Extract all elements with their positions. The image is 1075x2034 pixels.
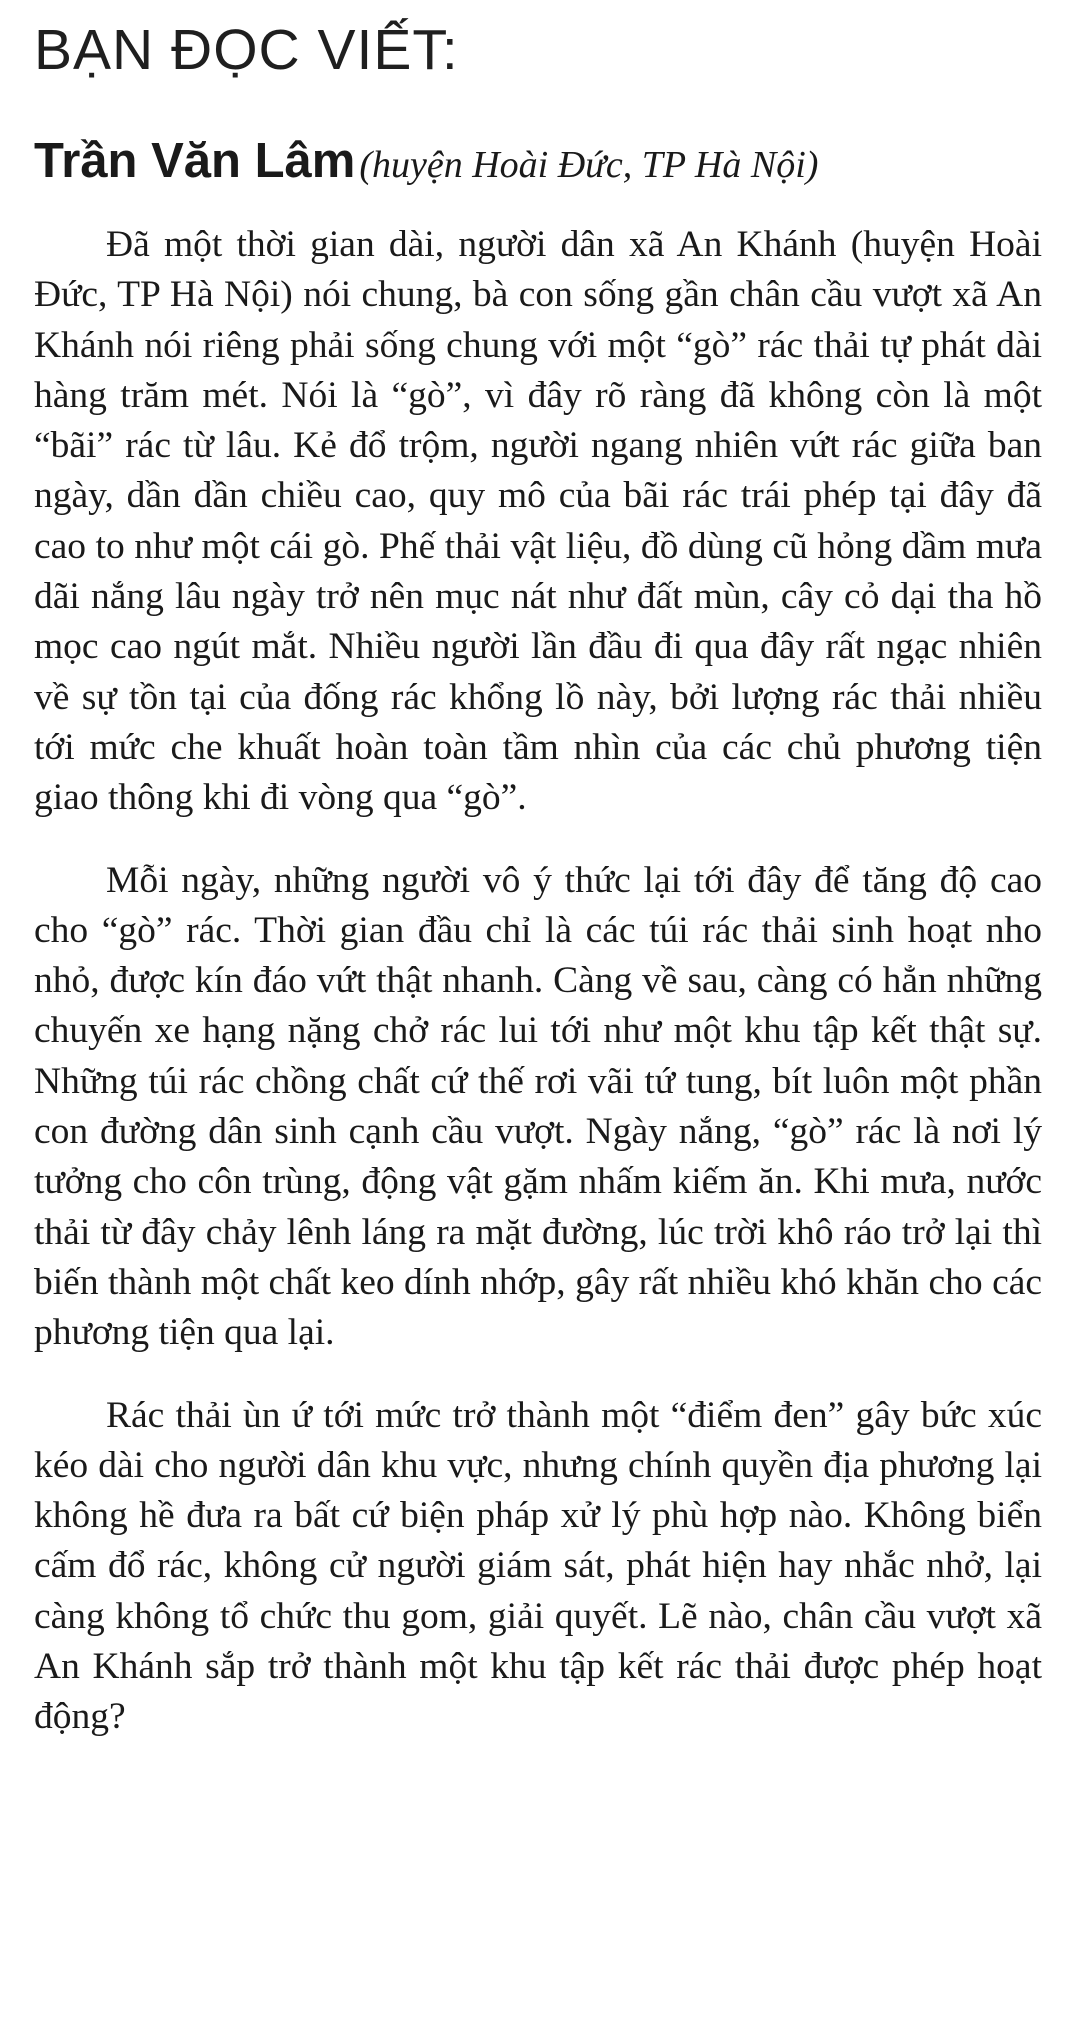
section-label: BẠN ĐỌC VIẾT: (34, 18, 459, 82)
author-name: Trần Văn Lâm (34, 134, 356, 188)
paragraph-3: Rác thải ùn ứ tới mức trở thành một “điểm đen” gây bức xúc kéo dài cho người dân khu vực, nhưng chính quyền địa phương lại không hề đưa ra bất cứ biện pháp xử lý phù hợp nào. Không biển cấm đổ rác, không cử người giám sát, phát hiện hay nhắc nhở, lại càng không tổ chức thu gom, giải quyết. Lẽ nào, chân cầu vượt xã An Khánh sắp trở thành một khu tập kết rác thải được phép hoạt động? (34, 1394, 1042, 1738)
byline (34, 128, 1042, 194)
article-page (34, 0, 1042, 1743)
author-location: (huyện Hoài Đức, TP Hà Nội) (359, 144, 819, 186)
paragraph-1: Đã một thời gian dài, người dân xã An Khánh (huyện Hoài Đức, TP Hà Nội) nói chung, bà con sống gần chân cầu vượt xã An Khánh nói riêng phải sống chung với một “gò” rác thải tự phát dài hàng trăm mét. Nói là “gò”, vì đây rõ ràng đã không còn là một “bãi” rác từ lâu. Kẻ đổ trộm, người ngang nhiên vứt rác giữa ban ngày, dần dần chiều cao, quy mô của bãi rác trái phép tại đây đã cao to như một cái gò. Phế thải vật liệu, đồ dùng cũ hỏng dầm mưa dãi nắng lâu ngày trở nên mục nát như đất mùn, cây cỏ dại tha hồ mọc cao ngút mắt. Nhiều người lần đầu đi qua đây rất ngạc nhiên về sự tồn tại của đống rác khổng lồ này, bởi lượng rác thải nhiều tới mức che khuất hoàn toàn tầm nhìn của các chủ phương tiện giao thông khi đi vòng qua “gò”. (34, 224, 1042, 819)
article-body (34, 220, 1042, 1743)
paragraph-2: Mỗi ngày, những người vô ý thức lại tới đây để tăng độ cao cho “gò” rác. Thời gian đầu chỉ là các túi rác thải sinh hoạt nho nhỏ, được kín đáo vứt thật nhanh. Càng về sau, càng có hẳn những chuyến xe hạng nặng chở rác lui tới như một khu tập kết thật sự. Những túi rác chồng chất cứ thế rơi vãi tứ tung, bít luôn một phần con đường dân sinh cạnh cầu vượt. Ngày nắng, “gò” rác là nơi lý tưởng cho côn trùng, động vật gặm nhấm kiếm ăn. Khi mưa, nước thải từ đây chảy lênh láng ra mặt đường, lúc trời khô ráo trở lại thì biến thành một chất keo dính nhớp, gây rất nhiều khó khăn cho các phương tiện qua lại. (34, 859, 1042, 1354)
